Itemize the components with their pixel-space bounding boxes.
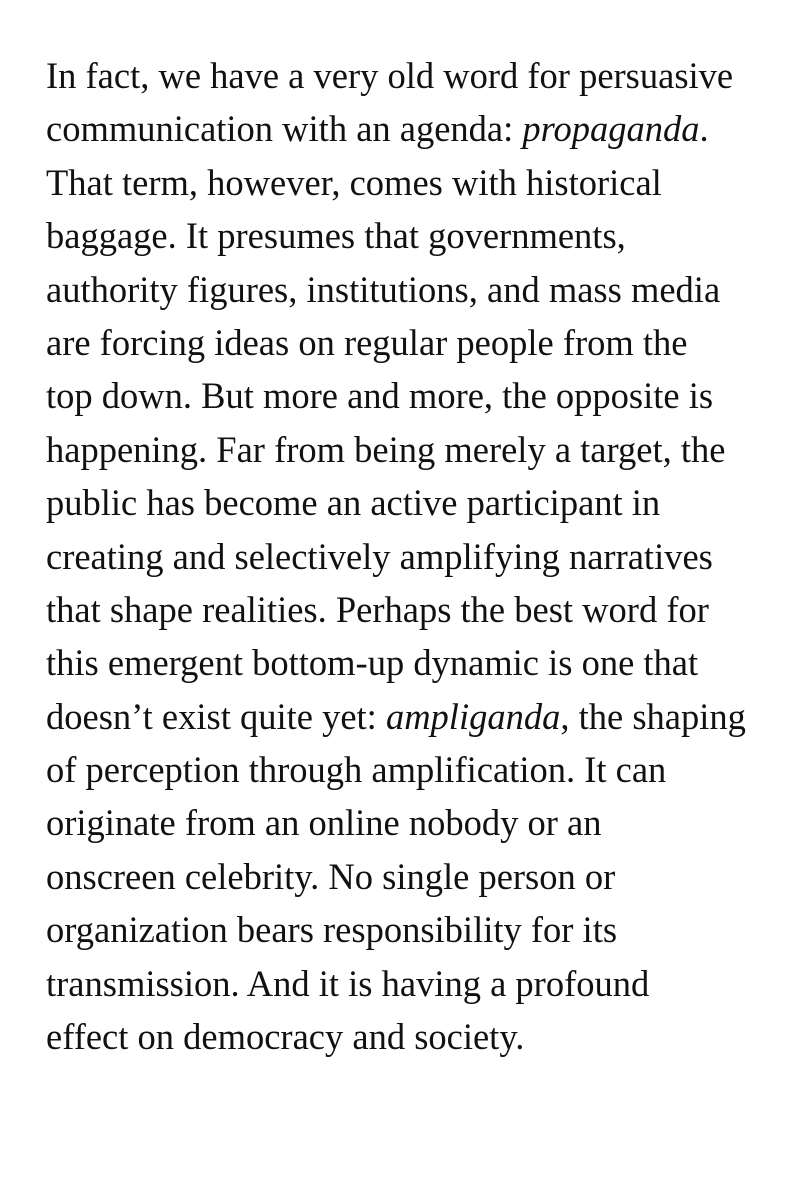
text-line: [46, 102, 786, 155]
text-segment: that shape realities. Perhaps the best word for: [46, 588, 709, 630]
text-line: [46, 476, 786, 529]
text-segment: baggage. It presumes that governments,: [46, 215, 626, 257]
text-segment: this emergent bottom-up dynamic is one that: [46, 642, 699, 684]
text-segment: top down. But more and more, the opposite is: [46, 375, 714, 417]
text-line: [46, 423, 786, 476]
text-segment: organization bears responsibility for its: [46, 909, 618, 951]
text-line: [46, 636, 786, 689]
text-line: [46, 690, 786, 743]
text-line: [46, 743, 786, 796]
text-line: [46, 796, 786, 849]
italic-term: propaganda: [522, 108, 700, 150]
text-segment: effect on democracy and society.: [46, 1016, 525, 1058]
italic-term: ampliganda: [385, 695, 561, 737]
text-line: [46, 156, 786, 209]
body-paragraph: [46, 49, 786, 1063]
text-line: [46, 209, 786, 262]
text-segment: communication with an agenda:: [46, 108, 523, 150]
text-line: [46, 903, 786, 956]
text-line: [46, 583, 786, 636]
text-line: [46, 1010, 786, 1063]
text-line: [46, 263, 786, 316]
text-segment: onscreen celebrity. No single person or: [46, 855, 616, 897]
text-segment: authority figures, institutions, and mass media: [46, 268, 721, 310]
text-segment: That term, however, comes with historical: [46, 161, 662, 203]
text-segment: originate from an online nobody or an: [46, 802, 602, 844]
text-segment: of perception through amplification. It can: [46, 749, 667, 791]
text-segment: .: [699, 108, 709, 150]
text-line: [46, 850, 786, 903]
text-segment: doesn’t exist quite yet:: [46, 695, 386, 737]
text-segment: transmission. And it is having a profound: [46, 962, 650, 1004]
text-segment: happening. Far from being merely a target, the: [46, 428, 726, 470]
text-segment: , the shaping: [560, 695, 746, 737]
text-line: [46, 957, 786, 1010]
text-segment: are forcing ideas on regular people from the: [46, 321, 688, 363]
text-segment: public has become an active participant in: [46, 482, 661, 524]
text-segment: creating and selectively amplifying narratives: [46, 535, 713, 577]
text-line: [46, 49, 786, 102]
text-line: [46, 530, 786, 583]
text-line: [46, 316, 786, 369]
text-segment: In fact, we have a very old word for persuasive: [46, 55, 734, 96]
text-line: [46, 369, 786, 422]
